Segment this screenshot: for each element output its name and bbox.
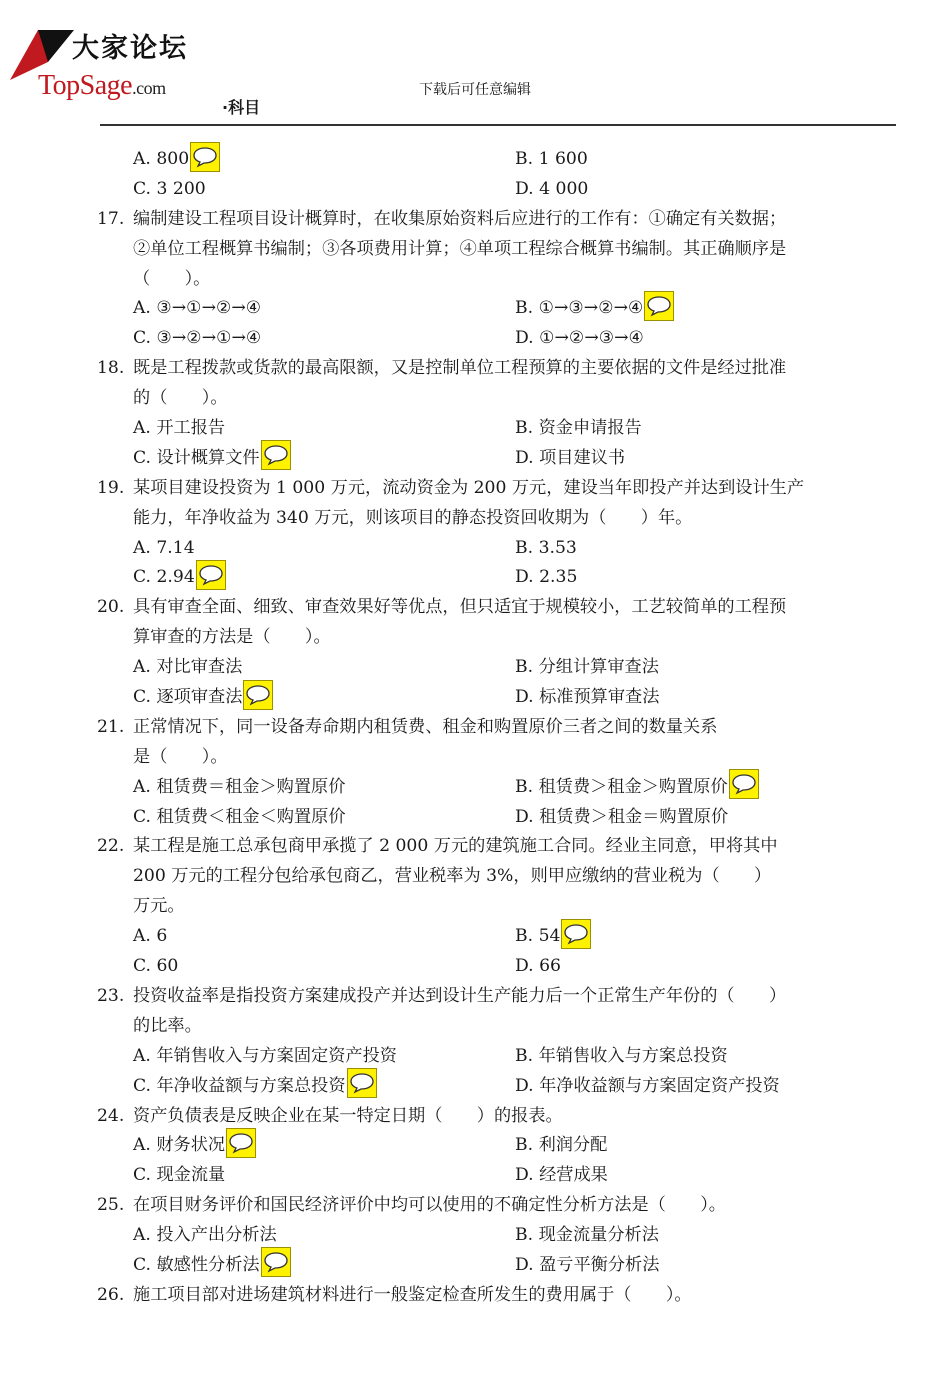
question-number: 19. xyxy=(97,477,125,498)
option-letter: C. xyxy=(133,687,152,708)
question-number: 22. xyxy=(97,836,125,857)
option-letter: C. xyxy=(133,806,152,827)
option-letter: C. xyxy=(133,178,152,199)
answer-option xyxy=(515,803,897,833)
option-letter: A. xyxy=(133,149,151,169)
option-letter: C. xyxy=(133,956,152,977)
option-text: 逐项审查法 xyxy=(156,687,243,708)
answer-option xyxy=(133,414,515,444)
option-text: 标准预算审查法 xyxy=(539,687,660,708)
option-letter: B. xyxy=(515,1045,534,1066)
option-text: 利润分配 xyxy=(538,1135,608,1156)
option-row xyxy=(97,1161,897,1191)
comment-note-icon[interactable] xyxy=(196,560,226,590)
answer-option xyxy=(133,1042,515,1072)
option-text: 盈亏平衡分析法 xyxy=(539,1254,660,1275)
option-text: 敏感性分析法 xyxy=(156,1254,260,1275)
option-letter: A. xyxy=(133,418,151,439)
question-stem-line xyxy=(97,205,897,235)
answer-option xyxy=(515,1251,897,1281)
question-number: 21. xyxy=(97,716,125,737)
answer-option xyxy=(515,683,897,713)
option-letter: D. xyxy=(515,328,534,349)
question-number: 24. xyxy=(97,1105,125,1126)
option-text: 3 200 xyxy=(156,178,206,199)
answer-option xyxy=(133,145,515,175)
question-stem-text: 的比率。 xyxy=(133,1015,202,1036)
answer-option xyxy=(515,175,897,205)
option-letter: A. xyxy=(133,1225,151,1246)
option-row xyxy=(97,1131,897,1161)
answer-option xyxy=(133,1131,515,1161)
option-row xyxy=(97,1221,897,1251)
option-letter: B. xyxy=(515,1225,534,1246)
option-text: 对比审查法 xyxy=(156,657,243,678)
question-stem-text: 的（ ）。 xyxy=(133,388,228,409)
option-text: ①→③→②→④ xyxy=(538,298,644,319)
option-text: 4 000 xyxy=(539,178,589,199)
option-row xyxy=(97,952,897,982)
option-text: 800 xyxy=(156,149,190,169)
question-number: 20. xyxy=(97,597,125,618)
answer-option xyxy=(515,653,897,683)
question-list xyxy=(97,145,897,1311)
question-stem-line xyxy=(97,1012,897,1042)
answer-option xyxy=(515,444,897,474)
option-text: 租赁费＜租金＜购置原价 xyxy=(156,806,346,827)
option-row xyxy=(97,773,897,803)
option-letter: D. xyxy=(515,1075,534,1096)
answer-option xyxy=(133,1072,515,1102)
option-letter: D. xyxy=(515,687,534,708)
option-text: 现金流量 xyxy=(156,1165,226,1186)
option-letter: C. xyxy=(133,1075,152,1096)
comment-note-icon[interactable] xyxy=(243,680,273,710)
option-row xyxy=(97,294,897,324)
question-stem-line xyxy=(97,265,897,295)
answer-option xyxy=(515,1042,897,1072)
answer-option xyxy=(515,414,897,444)
question-stem-text: 能力，年净收益为 340 万元，则该项目的静态投资回收期为（ ）年。 xyxy=(133,507,693,528)
option-text: 2.35 xyxy=(539,567,578,588)
option-row xyxy=(97,683,897,713)
option-text: 年销售收入与方案固定资产投资 xyxy=(156,1045,397,1066)
answer-option xyxy=(515,145,897,175)
question-stem-line xyxy=(97,743,897,773)
option-text: 1 600 xyxy=(538,149,588,169)
option-letter: B. xyxy=(515,1135,534,1156)
answer-option xyxy=(133,803,515,833)
option-text: ③→②→①→④ xyxy=(156,328,262,349)
question-stem-line xyxy=(97,1281,897,1311)
question-stem-text: 施工项目部对进场建筑材料进行一般鉴定检查所发生的费用属于（ ）。 xyxy=(133,1284,692,1305)
answer-option xyxy=(515,952,897,982)
option-letter: B. xyxy=(515,418,534,439)
comment-note-icon[interactable] xyxy=(190,142,220,172)
option-text: ①→②→③→④ xyxy=(539,328,644,349)
question-number: 25. xyxy=(97,1195,125,1216)
option-text: 分组计算审查法 xyxy=(538,657,659,678)
answer-option xyxy=(515,1131,897,1161)
question-stem-text: （ ）。 xyxy=(133,268,211,289)
question-stem-text: 200 万元的工程分包给承包商乙，营业税率为 3%，则甲应缴纳的营业税为（ ） xyxy=(133,866,772,887)
option-text: 租赁费＞租金＞购置原价 xyxy=(538,776,728,797)
question-stem-line xyxy=(97,623,897,653)
answer-option xyxy=(133,1161,515,1191)
option-letter: D. xyxy=(515,806,534,827)
question-stem-line xyxy=(97,862,897,892)
question-stem-line xyxy=(97,1102,897,1132)
question-stem-text: 是（ ）。 xyxy=(133,746,228,767)
answer-option xyxy=(515,1221,897,1251)
answer-option xyxy=(133,324,515,354)
answer-option xyxy=(133,1221,515,1251)
answer-option xyxy=(515,1161,897,1191)
option-letter: D. xyxy=(515,567,534,588)
option-letter: B. xyxy=(515,149,534,169)
option-text: 年净收益额与方案总投资 xyxy=(156,1075,346,1096)
question-stem-line xyxy=(97,593,897,623)
question-stem-text: 投资收益率是指投资方案建成投产并达到设计生产能力后一个正常生产年份的（ ） xyxy=(133,985,787,1006)
answer-option xyxy=(515,563,897,593)
option-letter: B. xyxy=(515,657,534,678)
question-stem-line xyxy=(97,235,897,265)
option-letter: A. xyxy=(133,1135,151,1156)
option-row xyxy=(97,803,897,833)
option-text: 租赁费＞租金＝购置原价 xyxy=(539,806,729,827)
question-stem-text: 算审查的方法是（ ）。 xyxy=(133,627,331,648)
question-stem-text: 编制建设工程项目设计概算时，在收集原始资料后应进行的工作有：①确定有关数据； xyxy=(133,208,787,229)
option-letter: A. xyxy=(133,657,151,678)
question-stem-text: 资产负债表是反映企业在某一特定日期（ ）的报表。 xyxy=(133,1105,563,1126)
option-text: 6 xyxy=(156,926,168,947)
option-row xyxy=(97,1072,897,1102)
question-stem-text: 某项目建设投资为 1 000 万元，流动资金为 200 万元，建设当年即投产并达到设计生产 xyxy=(133,477,805,498)
option-letter: A. xyxy=(133,926,151,947)
answer-option xyxy=(133,563,515,593)
answer-option xyxy=(133,444,515,474)
answer-option xyxy=(133,1251,515,1281)
comment-note-icon[interactable] xyxy=(347,1068,377,1098)
header-rule xyxy=(100,124,896,126)
question-stem-line xyxy=(97,713,897,743)
option-row xyxy=(97,922,897,952)
option-text: 财务状况 xyxy=(156,1135,226,1156)
option-text: 54 xyxy=(538,926,561,947)
option-text: 开工报告 xyxy=(156,418,226,439)
answer-option xyxy=(515,534,897,564)
option-letter: A. xyxy=(133,1045,151,1066)
answer-option xyxy=(133,952,515,982)
logo-chinese-name: 大家论坛 xyxy=(72,33,188,64)
option-text: 经营成果 xyxy=(539,1165,608,1186)
option-row xyxy=(97,414,897,444)
comment-note-icon[interactable] xyxy=(261,1247,291,1277)
option-text: 资金申请报告 xyxy=(538,418,642,439)
answer-option xyxy=(133,175,515,205)
option-letter: C. xyxy=(133,1165,152,1186)
comment-note-icon[interactable] xyxy=(644,291,674,321)
option-row xyxy=(97,563,897,593)
option-letter: A. xyxy=(133,537,151,558)
option-text: 年销售收入与方案总投资 xyxy=(538,1045,728,1066)
answer-option xyxy=(515,294,897,324)
answer-option xyxy=(133,683,515,713)
option-text: 年净收益额与方案固定资产投资 xyxy=(539,1075,780,1096)
answer-option xyxy=(515,922,897,952)
option-letter: C. xyxy=(133,567,152,588)
option-letter: B. xyxy=(515,537,534,558)
question-stem-line xyxy=(97,474,897,504)
option-letter: C. xyxy=(133,447,152,468)
option-letter: D. xyxy=(515,1254,534,1275)
question-number: 23. xyxy=(97,985,125,1006)
question-stem-line xyxy=(97,354,897,384)
question-number: 17. xyxy=(97,208,125,229)
option-text: 60 xyxy=(156,956,179,977)
option-text: 3.53 xyxy=(538,537,577,558)
answer-option xyxy=(133,773,515,803)
question-number: 18. xyxy=(97,358,125,379)
option-text: 设计概算文件 xyxy=(156,447,260,468)
option-row xyxy=(97,324,897,354)
question-stem-line xyxy=(97,892,897,922)
answer-option xyxy=(133,294,515,324)
option-letter: C. xyxy=(133,1254,152,1275)
question-stem-line xyxy=(97,504,897,534)
answer-option xyxy=(515,773,897,803)
option-letter: A. xyxy=(133,298,151,319)
answer-option xyxy=(133,922,515,952)
option-letter: C. xyxy=(133,328,152,349)
option-letter: B. xyxy=(515,298,534,319)
option-letter: D. xyxy=(515,956,534,977)
question-stem-text: 正常情况下，同一设备寿命期内租赁费、租金和购置原价三者之间的数量关系 xyxy=(133,716,718,737)
option-letter: B. xyxy=(515,926,534,947)
option-letter: D. xyxy=(515,447,534,468)
question-stem-text: ②单位工程概算书编制；③各项费用计算；④单项工程综合概算书编制。其正确顺序是 xyxy=(133,238,787,259)
option-row xyxy=(97,175,897,205)
answer-option xyxy=(133,534,515,564)
question-stem-text: 某工程是施工总承包商甲承揽了 2 000 万元的建筑施工合同。经业主同意，甲将其中 xyxy=(133,836,778,857)
option-text: ③→①→②→④ xyxy=(156,298,262,319)
question-stem-line xyxy=(97,982,897,1012)
option-text: 现金流量分析法 xyxy=(538,1225,659,1246)
option-text: 2.94 xyxy=(156,567,195,588)
option-row xyxy=(97,1042,897,1072)
question-stem-line xyxy=(97,1191,897,1221)
question-number: 26. xyxy=(97,1284,125,1305)
comment-note-icon[interactable] xyxy=(729,769,759,799)
question-stem-text: 具有审查全面、细致、审查效果好等优点，但只适宜于规模较小，工艺较简单的工程预 xyxy=(133,597,787,618)
option-row xyxy=(97,1251,897,1281)
comment-note-icon[interactable] xyxy=(561,919,591,949)
answer-option xyxy=(515,324,897,354)
question-stem-text: 万元。 xyxy=(133,896,185,917)
comment-note-icon[interactable] xyxy=(261,440,291,470)
option-letter: A. xyxy=(133,776,151,797)
header-subject: ·科目 xyxy=(222,98,261,117)
option-row xyxy=(97,444,897,474)
logo-english-name: TopSage.com xyxy=(38,70,166,101)
answer-option xyxy=(515,1072,897,1102)
header-caption: 下载后可任意编辑 xyxy=(419,82,531,98)
option-text: 7.14 xyxy=(156,537,195,558)
option-row xyxy=(97,145,897,175)
option-text: 租赁费＝租金＞购置原价 xyxy=(156,776,346,797)
option-text: 项目建议书 xyxy=(539,447,626,468)
question-stem-line xyxy=(97,832,897,862)
option-text: 66 xyxy=(539,956,561,977)
option-letter: D. xyxy=(515,1165,534,1186)
question-stem-text: 既是工程拨款或货款的最高限额，又是控制单位工程预算的主要依据的文件是经过批准 xyxy=(133,358,787,379)
answer-option xyxy=(133,653,515,683)
comment-note-icon[interactable] xyxy=(226,1128,256,1158)
option-letter: B. xyxy=(515,776,534,797)
question-stem-text: 在项目财务评价和国民经济评价中均可以使用的不确定性分析方法是（ ）。 xyxy=(133,1195,726,1216)
option-text: 投入产出分析法 xyxy=(156,1225,277,1246)
question-stem-line xyxy=(97,384,897,414)
option-row xyxy=(97,653,897,683)
option-letter: D. xyxy=(515,178,534,199)
